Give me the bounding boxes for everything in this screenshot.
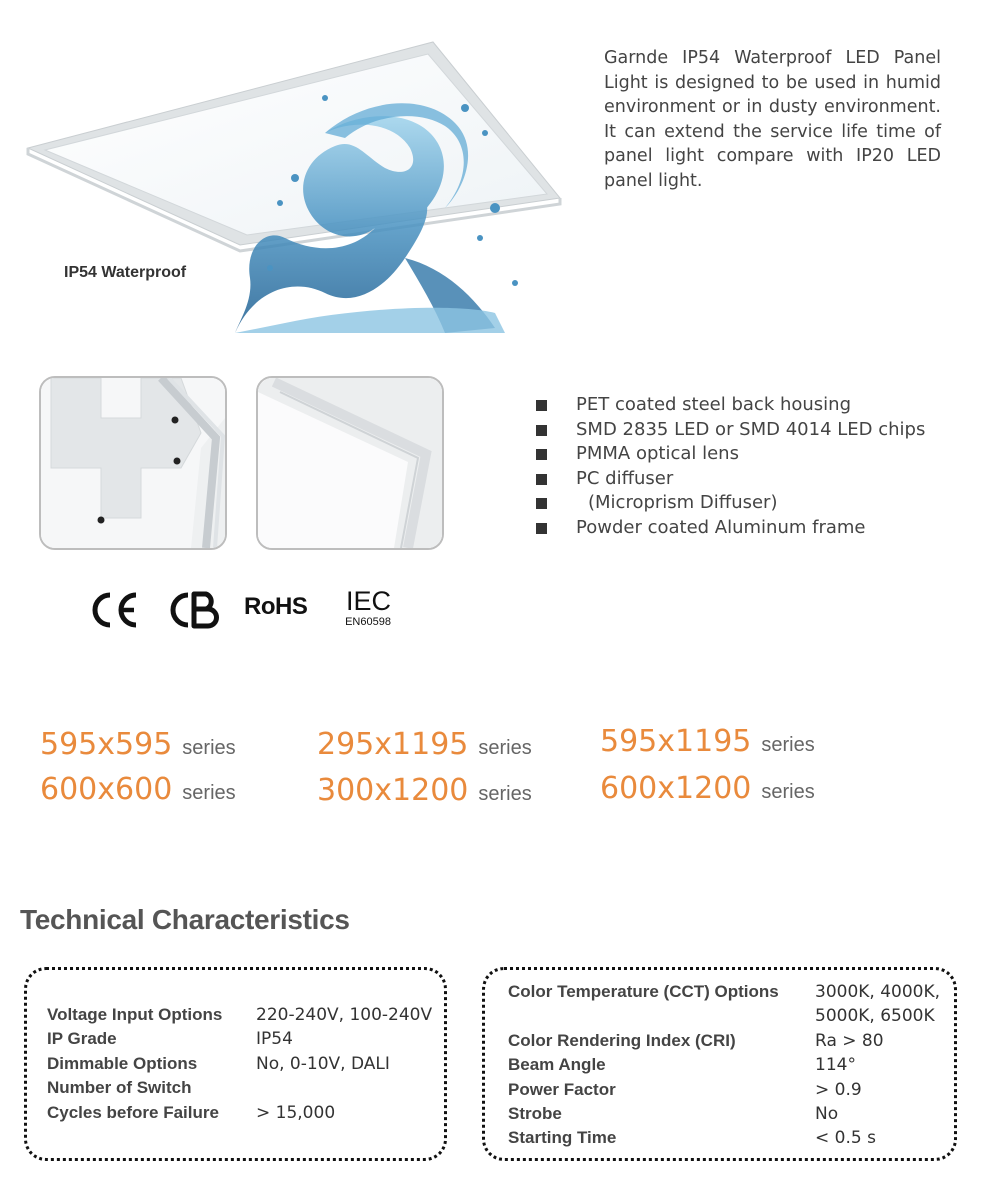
square-bullet-icon	[536, 498, 547, 509]
square-bullet-icon	[536, 523, 547, 534]
intro-paragraph: Garnde IP54 Waterproof LED Panel Light is designed to be used in humid environment or in dusty environment. It can extend the service life time of panel light compare with IP20 LED panel light.	[604, 48, 941, 191]
spec-key: Number of Switch	[47, 1078, 192, 1097]
square-bullet-icon	[536, 449, 547, 460]
spec-key: IP Grade	[47, 1029, 117, 1048]
iec-label: IEC	[346, 586, 392, 616]
feature-list	[536, 393, 925, 540]
square-bullet-icon	[536, 474, 547, 485]
series-item: 295x1195 series	[317, 727, 532, 762]
series-item: 300x1200 series	[317, 773, 532, 808]
iec-mark	[346, 586, 391, 628]
spec-key: Strobe	[508, 1104, 562, 1123]
spec-key: Dimmable Options	[47, 1054, 198, 1073]
spec-value: No, 0-10V, DALI	[256, 1054, 390, 1074]
cb-mark-icon	[164, 588, 220, 632]
spec-value: < 0.5 s	[815, 1128, 876, 1148]
spec-value: 220-240V, 100-240V	[256, 1005, 433, 1025]
spec-key: Voltage Input Options	[47, 1005, 223, 1024]
spec-key: Starting Time	[508, 1128, 617, 1147]
feature-item: (Microprism Diffuser)	[536, 491, 925, 516]
back-housing-thumbnail	[39, 376, 227, 550]
ce-mark-icon	[88, 588, 140, 632]
feature-item: PMMA optical lens	[536, 442, 925, 467]
series-item: 600x1200 series	[600, 771, 815, 806]
feature-item: PET coated steel back housing	[536, 393, 925, 418]
iec-standard: EN60598	[345, 616, 391, 628]
spec-value: > 0.9	[815, 1080, 862, 1100]
spec-key: Power Factor	[508, 1080, 616, 1099]
feature-item: PC diffuser	[536, 467, 925, 492]
square-bullet-icon	[536, 425, 547, 436]
front-frame-thumbnail	[256, 376, 444, 550]
spec-key: Color Rendering Index (CRI)	[508, 1031, 736, 1050]
spec-box-right	[482, 967, 957, 1161]
spec-value: 3000K, 4000K,	[815, 982, 941, 1002]
spec-key: Beam Angle	[508, 1055, 606, 1074]
spec-value: 114°	[815, 1055, 856, 1075]
spec-key: Cycles before Failure	[47, 1103, 219, 1122]
spec-value: No	[815, 1104, 839, 1124]
spec-value: IP54	[256, 1029, 293, 1049]
section-title: Technical Characteristics	[20, 904, 350, 935]
waterproof-panel-illustration	[25, 38, 565, 333]
spec-value: > 15,000	[256, 1103, 336, 1123]
square-bullet-icon	[536, 400, 547, 411]
feature-item: Powder coated Aluminum frame	[536, 516, 925, 541]
spec-value: 5000K, 6500K	[815, 1006, 935, 1026]
hero-caption: IP54 Waterproof	[64, 264, 187, 281]
rohs-mark: RoHS	[244, 593, 308, 620]
feature-item: SMD 2835 LED or SMD 4014 LED chips	[536, 418, 925, 443]
spec-key: Color Temperature (CCT) Options	[508, 982, 779, 1001]
series-item: 595x595 series	[40, 727, 236, 762]
spec-box-left	[24, 967, 447, 1161]
spec-value: Ra > 80	[815, 1031, 884, 1051]
series-item: 600x600 series	[40, 772, 236, 807]
series-item: 595x1195 series	[600, 724, 815, 759]
